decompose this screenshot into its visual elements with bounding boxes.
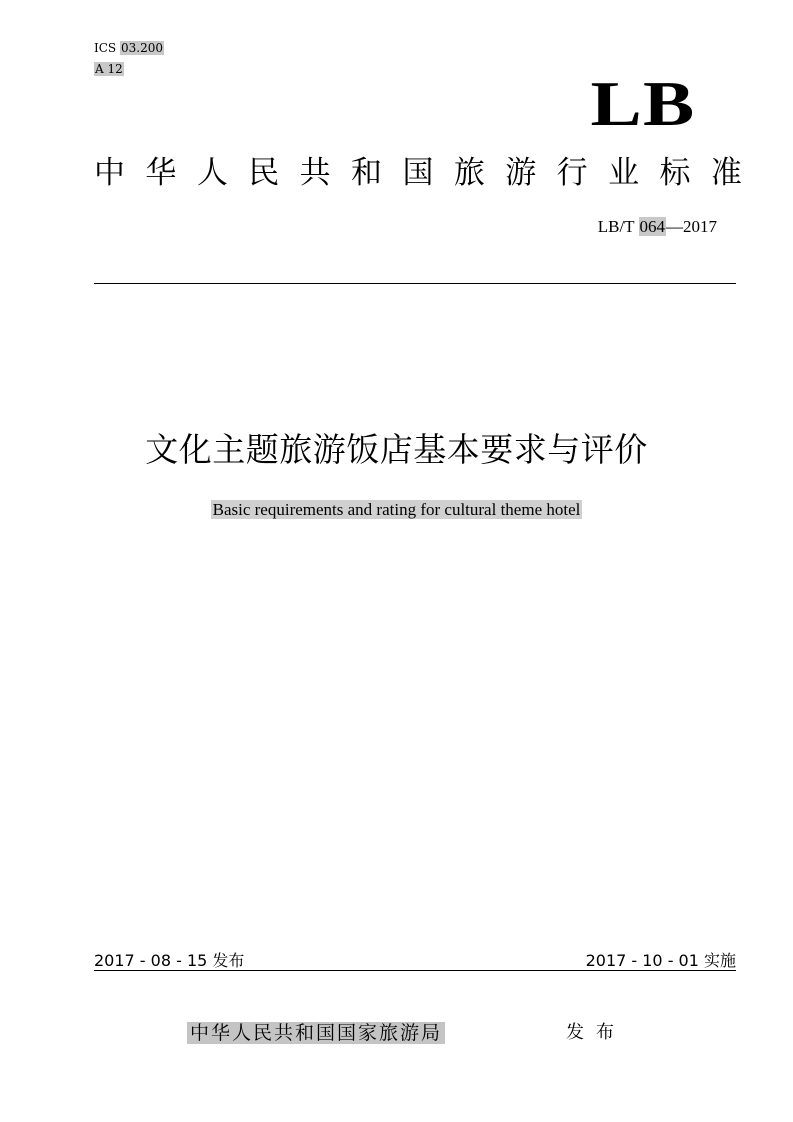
standard-number [598,217,717,237]
issuer-block [187,1019,445,1047]
document-title-cn: 文化主题旅游饭店基本要求与评价 [145,430,648,469]
ics-code [94,39,164,57]
category-char: 和 [351,155,383,191]
category-char: 行 [556,155,588,191]
ics-label: ICS [94,41,117,55]
category-char: 准 [710,155,742,191]
standard-number-suffix: —2017 [666,217,717,236]
ccs-value: A 12 [95,62,123,76]
category-char: 业 [608,155,640,191]
category-char: 华 [145,155,177,191]
category-char: 共 [299,155,331,191]
category-char: 人 [196,155,228,191]
footer-divider [94,970,736,971]
standard-number-value: 064 [639,217,665,236]
implementation-date: 2017 - 10 - 01 实施 [585,951,736,970]
category-char: 游 [505,155,537,191]
document-title-en: Basic requirements and rating for cultural theme hotel [212,500,581,519]
ics-value: 03.200 [120,41,163,55]
ccs-code [94,60,124,78]
standard-number-prefix: LB/T [597,217,639,236]
category-char: 标 [659,155,691,191]
category-char: 中 [94,155,125,191]
issuer-action: 发布 [566,1022,626,1043]
standard-category-title [94,154,742,192]
category-char: 民 [248,155,280,191]
category-char: 国 [402,155,434,191]
lb-logo: LB [590,68,695,139]
issue-date: 2017 - 08 - 15 发布 [94,951,245,970]
header-divider [94,283,736,284]
document-title-en-wrapper [0,499,793,521]
issuer-name: 中华人民共和国国家旅游局 [187,1022,445,1044]
category-char: 旅 [453,155,485,191]
